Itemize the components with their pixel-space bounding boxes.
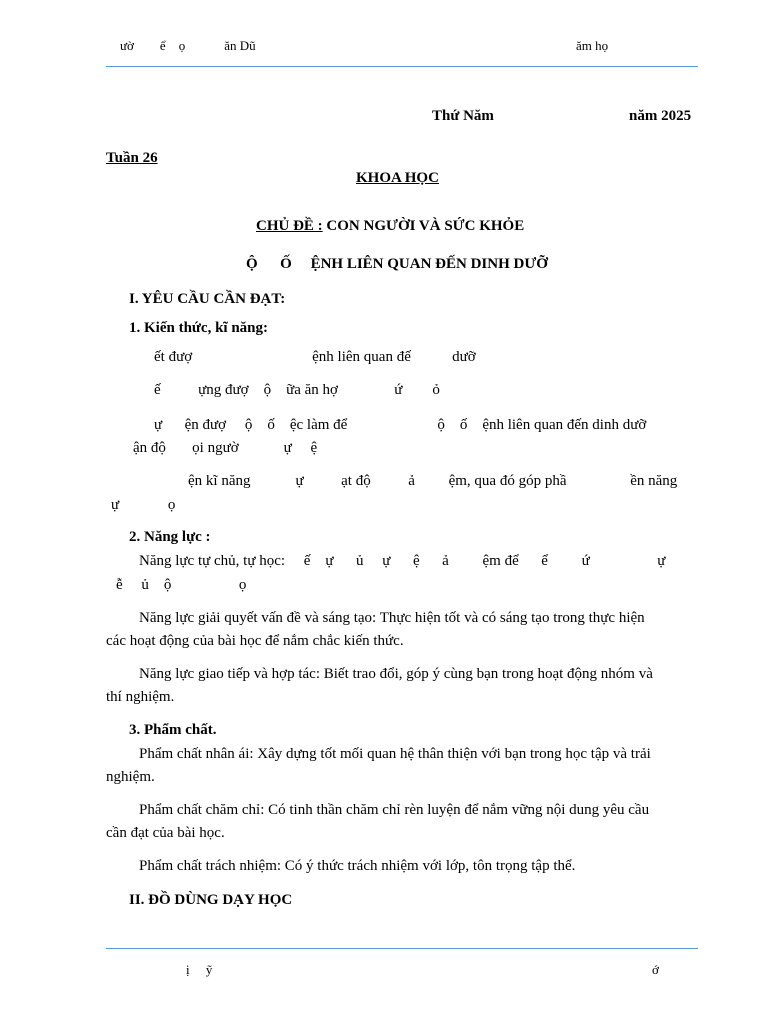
knowledge-item-3-line-1: ự ện đượ ộ ố ệc làm để ộ ố ệnh liên quan đến dinh dưỡ [154, 417, 647, 433]
week-label: Tuần 26 [106, 150, 158, 166]
subsection-knowledge: 1. Kiến thức, kĩ năng: [129, 320, 269, 336]
competence-1-line-2: ễ ủ ộ ọ [116, 577, 247, 593]
page-header [106, 0, 698, 67]
knowledge-item-4-line-1: ện kĩ năng ự ạt độ ả ệm, qua đó góp phầ ền năng [188, 473, 678, 489]
subsection-competence: 2. Năng lực : [129, 529, 211, 545]
topic-value: CON NGƯỜI VÀ SỨC KHỎE [322, 218, 525, 234]
competence-2-line-2: các hoạt động của bài học để nắm chắc kiến thức. [106, 633, 404, 649]
section-materials: II. ĐỒ DÙNG DẠY HỌC [129, 892, 293, 908]
header-right-text: ăm họ [576, 38, 609, 53]
subsection-qualities: 3. Phẩm chất. [129, 722, 217, 738]
knowledge-item-2: ế ựng đượ ộ ữa ăn hợ ứ ỏ [154, 382, 440, 398]
date-year: năm 2025 [629, 108, 692, 124]
footer-left-text: ị ỹ [186, 962, 213, 977]
knowledge-item-3-line-2: ận độ ọi ngườ ự ệ [133, 440, 318, 456]
competence-3-line-2: thí nghiệm. [106, 689, 175, 705]
subject-title: KHOA HỌC [356, 170, 439, 186]
quality-1-line-2: nghiệm. [106, 769, 155, 785]
date-weekday: Thứ Năm [432, 108, 494, 124]
competence-2-line-1: Năng lực giải quyết vấn đề và sáng tạo: Thực hiện tốt và có sáng tạo trong thực hiện [139, 610, 645, 626]
competence-1-line-1: Năng lực tự chủ, tự học: ế ự ủ ự ệ ả ệm để ể ứ ự [139, 553, 666, 569]
quality-2-line-1: Phẩm chất chăm chỉ: Có tinh thần chăm chỉ rèn luyện để nắm vững nội dung yêu cầu [139, 802, 650, 818]
knowledge-item-1: ết đượ ệnh liên quan đế dưỡ [154, 349, 476, 365]
knowledge-item-4-line-2: ự ọ [111, 497, 176, 513]
quality-3: Phẩm chất trách nhiệm: Có ý thức trách nhiệm với lớp, tôn trọng tập thể. [139, 858, 576, 874]
quality-1-line-1: Phẩm chất nhân ái: Xây dựng tốt mối quan hệ thân thiện với bạn trong học tập và trải [139, 746, 651, 762]
header-left-text: ườ ể ọ ăn Dũ [120, 38, 256, 53]
topic-line [256, 217, 524, 235]
footer-right-text: ớ [652, 962, 659, 977]
lesson-title: Ộ Ố ỆNH LIÊN QUAN ĐẾN DINH DƯỠ [246, 256, 548, 272]
topic-label: CHỦ ĐỀ : [256, 218, 323, 234]
competence-3-line-1: Năng lực giao tiếp và hợp tác: Biết trao đổi, góp ý cùng bạn trong hoạt động nhóm và [139, 666, 653, 682]
quality-2-line-2: cần đạt của bài học. [106, 825, 225, 841]
section-requirements: I. YÊU CẦU CẦN ĐẠT: [129, 291, 286, 307]
page-footer [106, 948, 698, 989]
